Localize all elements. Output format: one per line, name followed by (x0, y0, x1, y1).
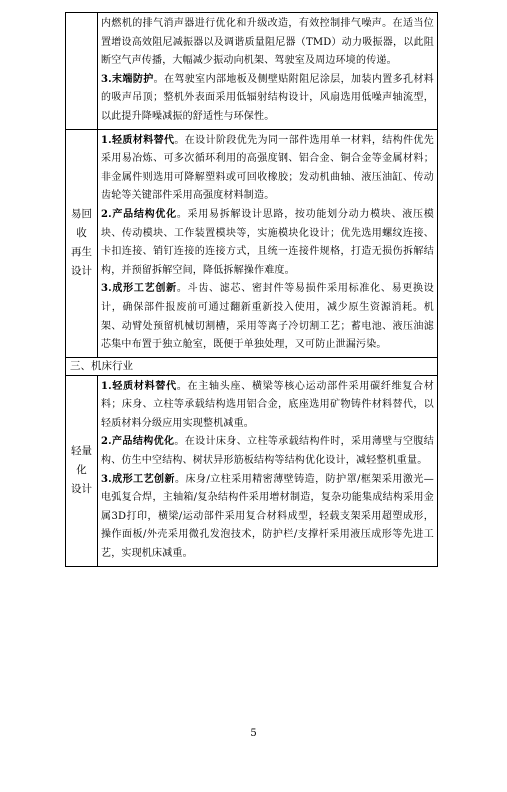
end-protection-body: 。在驾驶室内部地板及侧壁贴附阻尼涂层，加装内置多孔材料的吸声吊顶；整机外表面采用低辐射结构设计，风扇选用低噪声轴流型，以此提升降噪减振的舒适性与环保性。 (101, 73, 435, 122)
paragraph-body: 。在主轴头座、横梁等核心运动部件采用碳纤维复合材料；床身、立柱等承载结构选用铝合金，底座选用矿物铸件材料替代，以轻质材料分级应用实现整机减重。 (101, 380, 434, 429)
row-label-lightweight (66, 375, 98, 566)
row-label-recycle (66, 129, 98, 357)
recycle-cell (98, 129, 438, 357)
section-title: 三、机床行业 (66, 357, 438, 375)
page-number: 5 (250, 728, 257, 739)
paragraph-body: 。在设计阶段优先为同一部件选用单一材料，结构件优先采用易冶炼、可多次循环利用的高强度钢、铝合金、铜合金等金属材料；非金属件则选用可降解塑料或可回收橡胶；发动机曲轴、液压油缸、传动齿轮等关键部件采用高强度材料制造。 (101, 134, 434, 202)
paragraph-body: 。采用易拆解设计思路，按功能划分动力模块、液压模块、传动模块、工作装置模块等，实施模块化设计；优先选用螺纹连接、卡扣连接、销钉连接的连接方式，且统一连接件规格，打造无损伤拆解结构，并预留拆解空间，降低拆解操作难度。 (101, 208, 434, 276)
row-label-line: 设计 (71, 265, 92, 278)
end-protection-head: 3.末端防护 (101, 73, 154, 85)
paragraph-body: 。斗齿、滤芯、密封件等易损件采用标准化、易更换设计，确保部件报废前可通过翻新重新投入使用，减少原生资源消耗。机架、动臂处预留机械切割槽，采用等离子冷切割工艺；蓄电池、液压油滤芯集中布置于独立舱室，既便于单独处理，又可防止泄漏污染。 (101, 283, 434, 351)
paragraph-material (101, 132, 434, 206)
continued-cell (98, 13, 438, 130)
continued-paragraph: 内燃机的排气消声器进行优化和升级改造，有效控制排气噪声。在适当位置增设高效阻尼减振器以及调谐质量阻尼器（TMD）动力吸振器，以此阻断空气声传播，大幅减少振动向机架、驾驶室及周边环境的传递。 (101, 18, 434, 67)
lightweight-cell (98, 375, 438, 566)
end-protection-paragraph (101, 71, 434, 127)
paragraph-structure (101, 433, 434, 470)
row-label-line: 设计 (71, 483, 92, 496)
paragraph-body: 。床身/立柱采用精密薄壁铸造，防护罩/框架采用激光—电弧复合焊，主轴箱/复杂结构件采用增材制造，复杂功能集成结构采用金属3D打印，横梁/运动部件采用复合材料成型，轻载支架采用超塑成形，操作面板/外壳采用微孔发泡技术，防护栏/支撑杆采用液压成形等先进工艺，实现机床减重。 (101, 473, 434, 560)
section-row (66, 357, 438, 375)
paragraph-structure (101, 206, 434, 280)
row-label-line: 易回收 (71, 208, 92, 240)
paragraph-material (101, 378, 434, 434)
paragraph-process (101, 280, 434, 354)
table-row-lightweight (66, 375, 438, 566)
content-table (65, 12, 438, 567)
paragraph-head: 1.轻质材料替代 (101, 380, 177, 392)
table-row-recycle (66, 129, 438, 357)
paragraph-head: 2.产品结构优化 (101, 208, 177, 220)
row-label-empty (66, 13, 98, 130)
paragraph-head: 2.产品结构优化 (101, 436, 175, 448)
paragraph-head: 1.轻质材料替代 (101, 134, 175, 146)
paragraph-body: 。在设计床身、立柱等承载结构件时，采用薄壁与空腹结构、仿生中空结构、树状异形筋板结构等结构优化设计，减轻整机重量。 (101, 436, 434, 467)
paragraph-head: 3.成形工艺创新 (101, 283, 177, 295)
table-row-continued (66, 13, 438, 130)
paragraph-head: 3.成形工艺创新 (101, 473, 176, 485)
paragraph-process (101, 471, 434, 564)
row-label-line: 再生 (71, 246, 92, 259)
row-label-line: 轻量化 (71, 445, 92, 477)
